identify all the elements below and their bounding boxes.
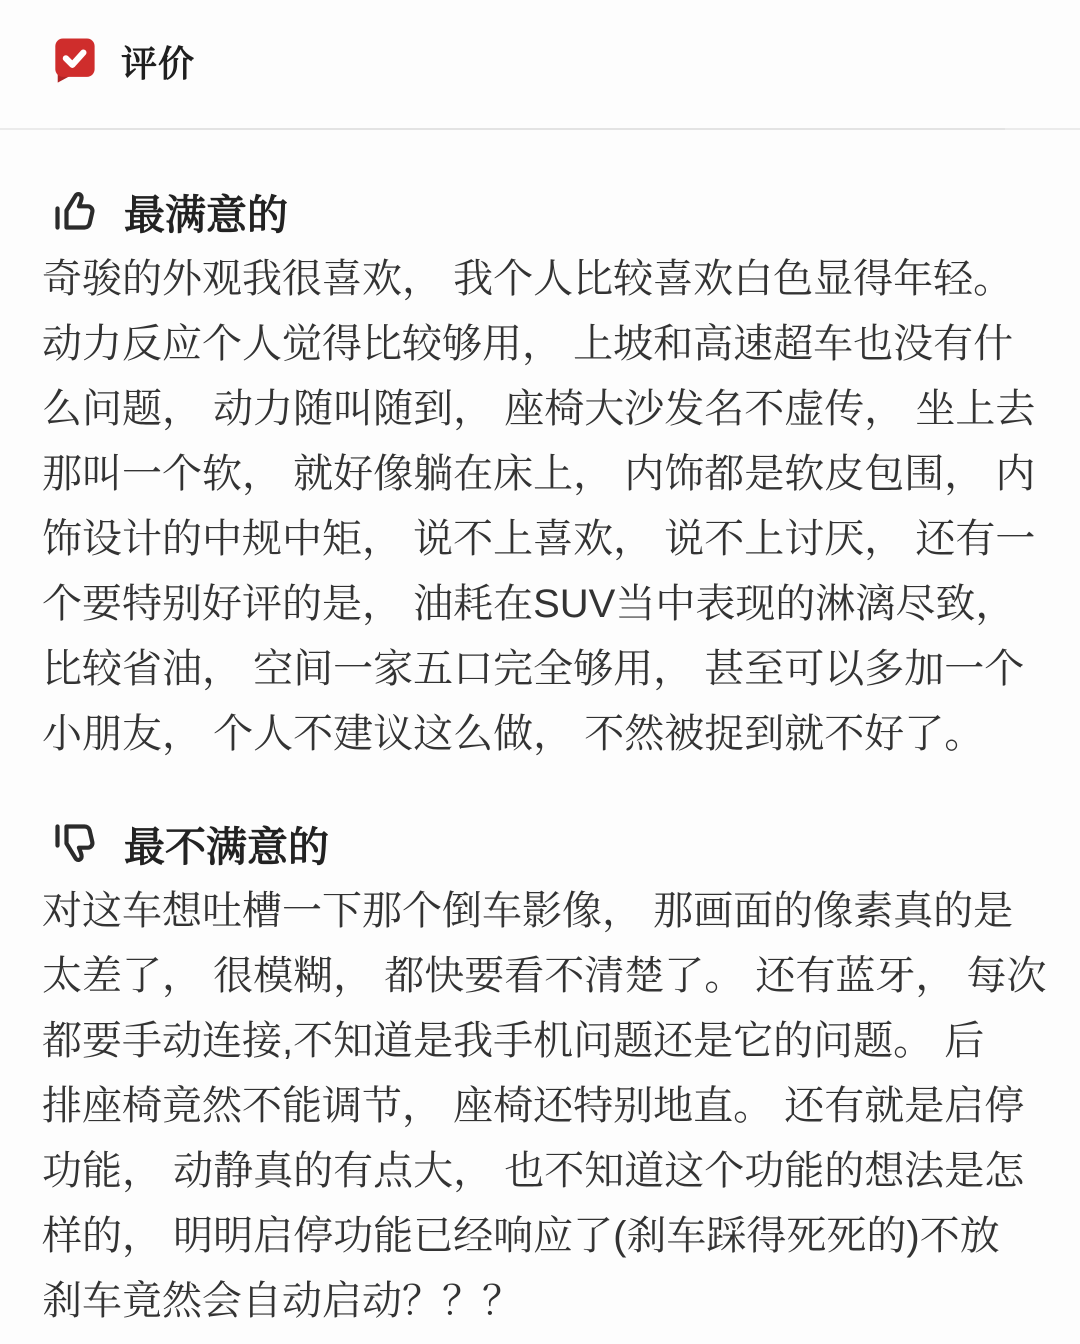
review-text-line: 小朋友， 个人不建议这么做， 不然被捉到就不好了。 <box>42 712 985 756</box>
review-text-line: 都要手动连接,不知道是我手机问题还是它的问题。 后 <box>42 1019 985 1063</box>
review-text-line: 个要特别好评的是， 油耗在SUV当中表现的淋漓尽致， <box>42 582 1016 626</box>
review-text-line: 动力反应个人觉得比较够用， 上坡和高速超车也没有什 <box>42 322 1014 366</box>
thumbs-up-icon <box>50 187 98 235</box>
page-title: 评价 <box>121 42 196 84</box>
check-badge-icon <box>51 36 97 86</box>
cons-section-header <box>42 818 1038 868</box>
section-cons <box>0 818 1080 1334</box>
pros-section-header <box>42 186 1038 236</box>
pros-review-text <box>42 247 1038 767</box>
pros-heading: 最满意的 <box>124 191 288 238</box>
review-text-line: 功能， 动静真的有点大， 也不知道这个功能的想法是怎 <box>42 1149 1025 1193</box>
review-text-line: 太差了， 很模糊， 都快要看不清楚了。 还有蓝牙， 每次 <box>42 954 1047 998</box>
thumbs-down-icon <box>50 819 98 867</box>
review-text-line: 那叫一个软， 就好像躺在床上， 内饰都是软皮包围， 内 <box>42 452 1036 496</box>
review-text-line: 饰设计的中规中矩， 说不上喜欢， 说不上讨厌， 还有一 <box>42 517 1036 561</box>
cons-review-text <box>42 879 1047 1334</box>
review-text-line: 奇骏的外观我很喜欢， 我个人比较喜欢白色显得年轻。 <box>42 257 1014 301</box>
review-text-line: 样的， 明明启停功能已经响应了(刹车踩得死死的)不放 <box>42 1214 1000 1258</box>
review-text-line: 比较省油， 空间一家五口完全够用， 甚至可以多加一个 <box>42 647 1025 691</box>
review-text-line: 对这车想吐槽一下那个倒车影像， 那画面的像素真的是 <box>42 889 1014 933</box>
review-text-line: 么问题， 动力随叫随到， 座椅大沙发名不虚传， 坐上去 <box>42 387 1036 431</box>
cons-heading: 最不满意的 <box>124 823 329 870</box>
page-header <box>0 0 1080 84</box>
review-text-line: 排座椅竟然不能调节， 座椅还特别地直。 还有就是启停 <box>42 1084 1025 1128</box>
divider <box>0 128 1080 130</box>
review-text-line: 刹车竟然会自动启动？？？ <box>42 1279 522 1323</box>
section-pros <box>0 186 1080 767</box>
